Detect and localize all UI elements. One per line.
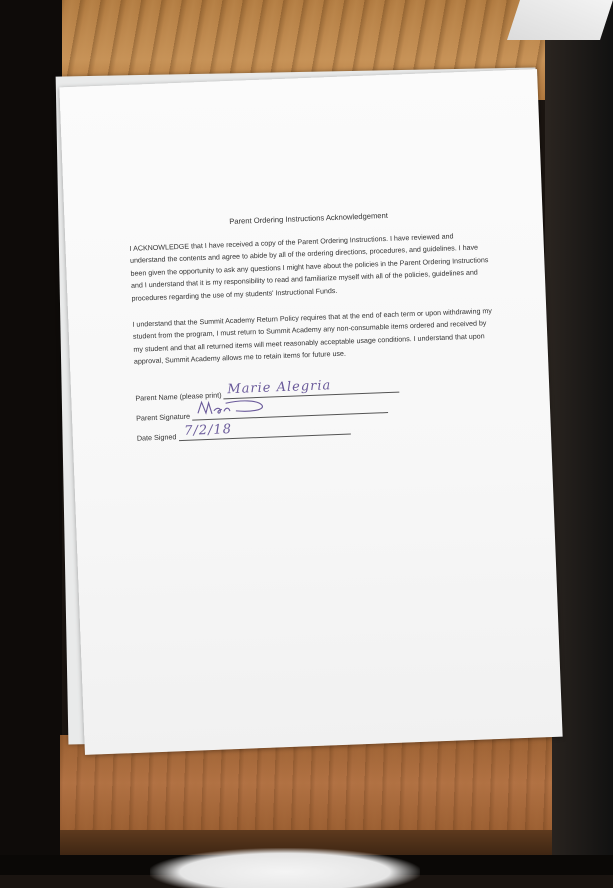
parent-signature-label: Parent Signature [135,411,191,423]
parent-signature-scribble [195,396,286,419]
date-signed-handwriting: 7/2/18 [183,421,233,439]
return-policy-paragraph: I understand that the Summit Academy Return Policy requires that at the end of each term or upon withdrawing my student from the program, I must return to Summit Academy any non-consumable items ordered and received by my student and that all returned items will meet reasonably acceptable usage conditions. I understand that upon approval, Summit Academy allows me to retain items for future use. [132,307,493,367]
background-right [545,0,613,875]
acknowledge-paragraph: I ACKNOWLEDGE that I have received a copy of the Parent Ordering Instructions. I have reviewed and understand the contents and agree to abide by all of the ordering directions, procedures, and guidelines. I have been given the opportunity to ask any questions I might have about the policies in the Parent Ordering Instructions and I understand that it is my responsibility to read and familiarize myself with all of the policies, guidelines and procedures regarding the use of my students' Instructional Funds. [129,232,489,303]
background-white-corner [507,0,613,40]
date-signed-label: Date Signed [136,431,177,443]
date-signed-line [178,419,350,441]
document-page [59,69,562,755]
parent-name-handwriting: Marie Alegria [227,377,332,397]
background-left [0,0,62,875]
parent-name-label: Parent Name (please print) [135,390,222,403]
white-cloth [150,848,420,888]
document-content [129,207,497,442]
document-title: Parent Ordering Instructions Acknowledgement [229,210,389,226]
